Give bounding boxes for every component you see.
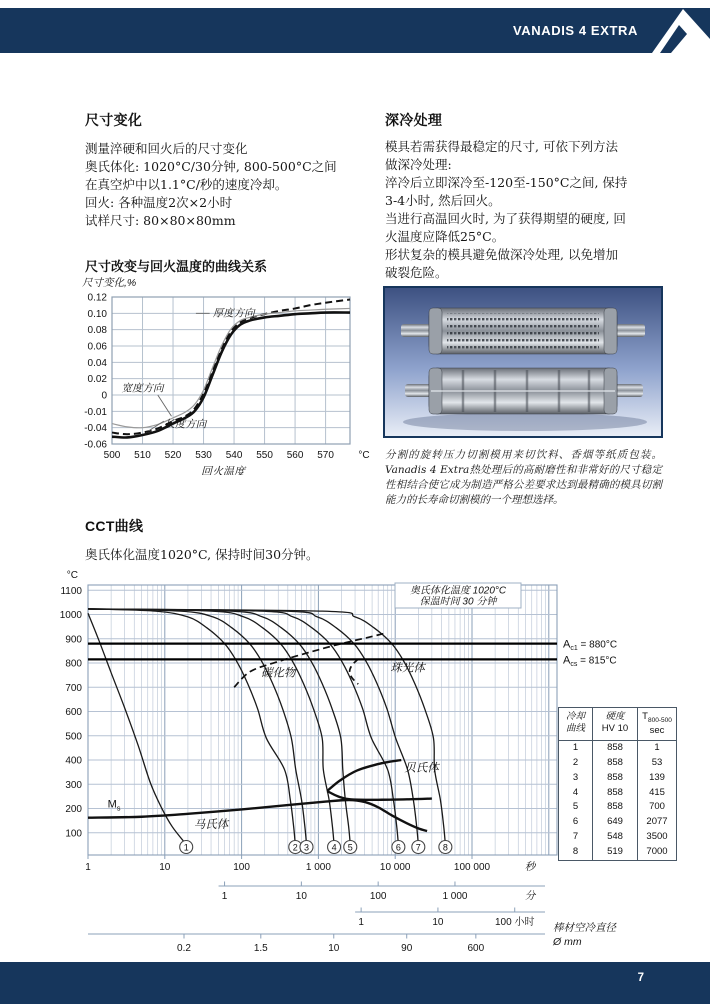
svg-text:Ac1 = 880°C: $A_{c1} = 880^\circ C$ <box>563 638 618 653</box>
table-row: 3 858 139 <box>559 770 676 785</box>
svg-text:570: 570 <box>317 450 334 461</box>
svg-text:厚度方向: 厚度方向 <box>212 307 255 320</box>
svg-text:600: 600 <box>65 707 82 718</box>
svg-text:0.10: 0.10 <box>87 308 107 320</box>
svg-text:560: 560 <box>286 450 304 461</box>
table-row: 8 519 7000 <box>559 845 676 860</box>
text-line: 回火: 各种温度2次×2小时 <box>85 195 233 210</box>
svg-text:0.04: 0.04 <box>87 357 107 369</box>
text-line: 火温度应降低25°C。 <box>385 229 505 244</box>
svg-text:300: 300 <box>65 779 82 791</box>
svg-text:0.12: 0.12 <box>87 292 107 304</box>
chart1-heading: 尺寸改变与回火温度的曲线关系 <box>85 259 268 274</box>
table-row: 5 858 700 <box>559 800 676 815</box>
section-heading-cct: CCT曲线 <box>85 518 144 534</box>
svg-text:碳化物: 碳化物 <box>260 667 296 680</box>
svg-text:90: 90 <box>401 943 413 954</box>
svg-text:600: 600 <box>467 943 485 954</box>
rotary-die-photo <box>383 286 663 438</box>
table-row: 7 548 3500 <box>559 830 676 845</box>
footer-bar <box>0 962 710 1004</box>
svg-text:4: 4 <box>331 842 337 853</box>
svg-text:7: 7 <box>415 842 421 853</box>
svg-text:1000: 1000 <box>59 610 82 621</box>
svg-text:10: 10 <box>295 891 307 902</box>
section-heading-deep-cold: 深冷处理 <box>385 112 443 128</box>
svg-text:长度方向: 长度方向 <box>164 418 207 431</box>
svg-text:400: 400 <box>65 755 82 767</box>
svg-text:-0.01: -0.01 <box>84 406 107 418</box>
svg-text:6: 6 <box>395 842 401 853</box>
svg-text:900: 900 <box>65 634 82 646</box>
page-header-title: VANADIS 4 EXTRA <box>512 23 638 38</box>
dim-change-paragraph <box>85 140 377 230</box>
text-line: 在真空炉中以1.1°C/秒的速度冷却。 <box>85 177 288 192</box>
svg-text:500: 500 <box>103 450 121 461</box>
svg-text:保温时间 30 分钟: 保温时间 30 分钟 <box>419 596 497 608</box>
svg-text:540: 540 <box>225 450 243 461</box>
svg-text:1 000: 1 000 <box>305 862 331 873</box>
svg-text:宽度方向: 宽度方向 <box>121 382 164 395</box>
svg-text:0.02: 0.02 <box>87 374 107 386</box>
table-row: 4 858 415 <box>559 785 676 800</box>
svg-text:100: 100 <box>65 828 82 840</box>
text-line: 形状复杂的模具避免做深冷处理, 以免增加 <box>385 247 618 262</box>
table-row: 1 858 1 <box>559 741 676 756</box>
svg-text:800: 800 <box>65 658 82 670</box>
svg-text:0.06: 0.06 <box>87 341 107 353</box>
svg-text:100 小时: 100 小时 <box>494 917 535 928</box>
svg-text:520: 520 <box>164 450 182 461</box>
svg-text:3: 3 <box>303 842 310 853</box>
svg-text:Ø mm: Ø mm <box>553 936 582 948</box>
svg-text:秒: 秒 <box>524 861 536 873</box>
svg-text:奥氏体化温度 1020°C: 奥氏体化温度 1020°C <box>409 585 507 597</box>
svg-text:-0.04: -0.04 <box>84 423 107 435</box>
svg-text:贝氏体: 贝氏体 <box>404 762 439 775</box>
svg-text:550: 550 <box>256 450 273 461</box>
cct-table: 冷却 曲线 硬度 HV 10 $T_{800-500}$ sec 1 858 1 2 858 53 3 858 139 4 858 415 5 858 700 6 649 2077 7 548 3500 8 519 7000 <box>558 707 677 861</box>
page-number: 7 <box>637 972 644 984</box>
text-line: 模具若需获得最稳定的尺寸, 可依下列方法 <box>385 139 618 154</box>
uddeholm-logo-icon <box>650 7 710 53</box>
text-line: 奥氏体化: 1020°C/30分钟, 800-500°C之间 <box>85 159 337 174</box>
svg-text:8: 8 <box>442 842 448 853</box>
svg-text:1: 1 <box>85 862 91 873</box>
svg-text:10: 10 <box>159 862 171 873</box>
svg-text:珠光体: 珠光体 <box>390 662 425 675</box>
svg-text:2: 2 <box>292 842 298 853</box>
text-line: 做深冷处理: <box>385 157 452 172</box>
svg-text:1: 1 <box>221 891 228 902</box>
svg-text:500: 500 <box>65 731 82 743</box>
svg-text:1.5: 1.5 <box>253 943 268 954</box>
svg-text:1 000: 1 000 <box>442 891 468 902</box>
text-line: 破裂危险。 <box>385 265 448 280</box>
section-heading-dimensional-change: 尺寸变化 <box>85 112 143 128</box>
svg-text:-0.06: -0.06 <box>84 439 107 451</box>
svg-text:510: 510 <box>134 450 151 461</box>
text-line: 试样尺寸: 80×80×80mm <box>85 213 236 228</box>
svg-text:°C: °C <box>358 450 370 461</box>
text-line: 淬冷后立即深冷至-120至-150°C之间, 保持 <box>385 175 628 190</box>
cct-intro: 奥氏体化温度1020°C, 保持时间30分钟。 <box>85 547 319 562</box>
svg-text:5: 5 <box>347 842 353 853</box>
svg-text:尺寸变化,%: 尺寸变化,% <box>82 277 137 289</box>
svg-text:100 000: 100 000 <box>453 862 491 873</box>
svg-text:530: 530 <box>195 450 212 461</box>
header-bar <box>0 8 710 53</box>
svg-text:分: 分 <box>524 890 536 902</box>
table-row: 6 649 2077 <box>559 815 676 830</box>
svg-text:0: 0 <box>101 390 107 402</box>
svg-text:100: 100 <box>369 891 387 902</box>
svg-text:100: 100 <box>233 862 250 873</box>
deep-cold-paragraph <box>385 138 665 282</box>
photo-caption: 分割的旋转压力切割模用来切饮料、香烟等纸质包装。Vanadis 4 Extra热处理后的高耐磨性和非常好的尺寸稳定性相结合使它成为制造严格公差要求达到最精确的模具切割能力的长寿命切割模的一个理想选择。 <box>385 449 662 506</box>
svg-text:Acs = 815°C: $A_{cs} = 815^\circ C$ <box>563 654 617 668</box>
text-line: 当进行高温回火时, 为了获得期望的硬度, 回 <box>385 211 626 226</box>
text-line: 3-4小时, 然后回火。 <box>385 193 501 208</box>
svg-text:棒材空冷直径: 棒材空冷直径 <box>553 922 616 934</box>
svg-text:Ms: $M_s$ <box>107 798 121 813</box>
svg-text:0.08: 0.08 <box>87 325 107 337</box>
svg-text:回火温度: 回火温度 <box>201 466 245 475</box>
svg-text:1100: 1100 <box>60 585 82 597</box>
svg-text:10: 10 <box>328 943 340 954</box>
table-row: 2 858 53 <box>559 756 676 771</box>
svg-text:1: 1 <box>183 842 189 853</box>
dimension-change-chart <box>78 270 378 475</box>
svg-text:马氏体: 马氏体 <box>193 818 229 831</box>
svg-text:10: 10 <box>432 917 444 928</box>
text-line: 测量淬硬和回火后的尺寸变化 <box>85 141 248 156</box>
svg-text:°C: °C <box>66 570 78 581</box>
svg-text:700: 700 <box>65 682 82 694</box>
svg-text:1: 1 <box>358 917 364 928</box>
svg-text:10 000: 10 000 <box>379 862 411 873</box>
svg-text:200: 200 <box>65 804 82 815</box>
svg-text:0.2: 0.2 <box>177 943 191 954</box>
